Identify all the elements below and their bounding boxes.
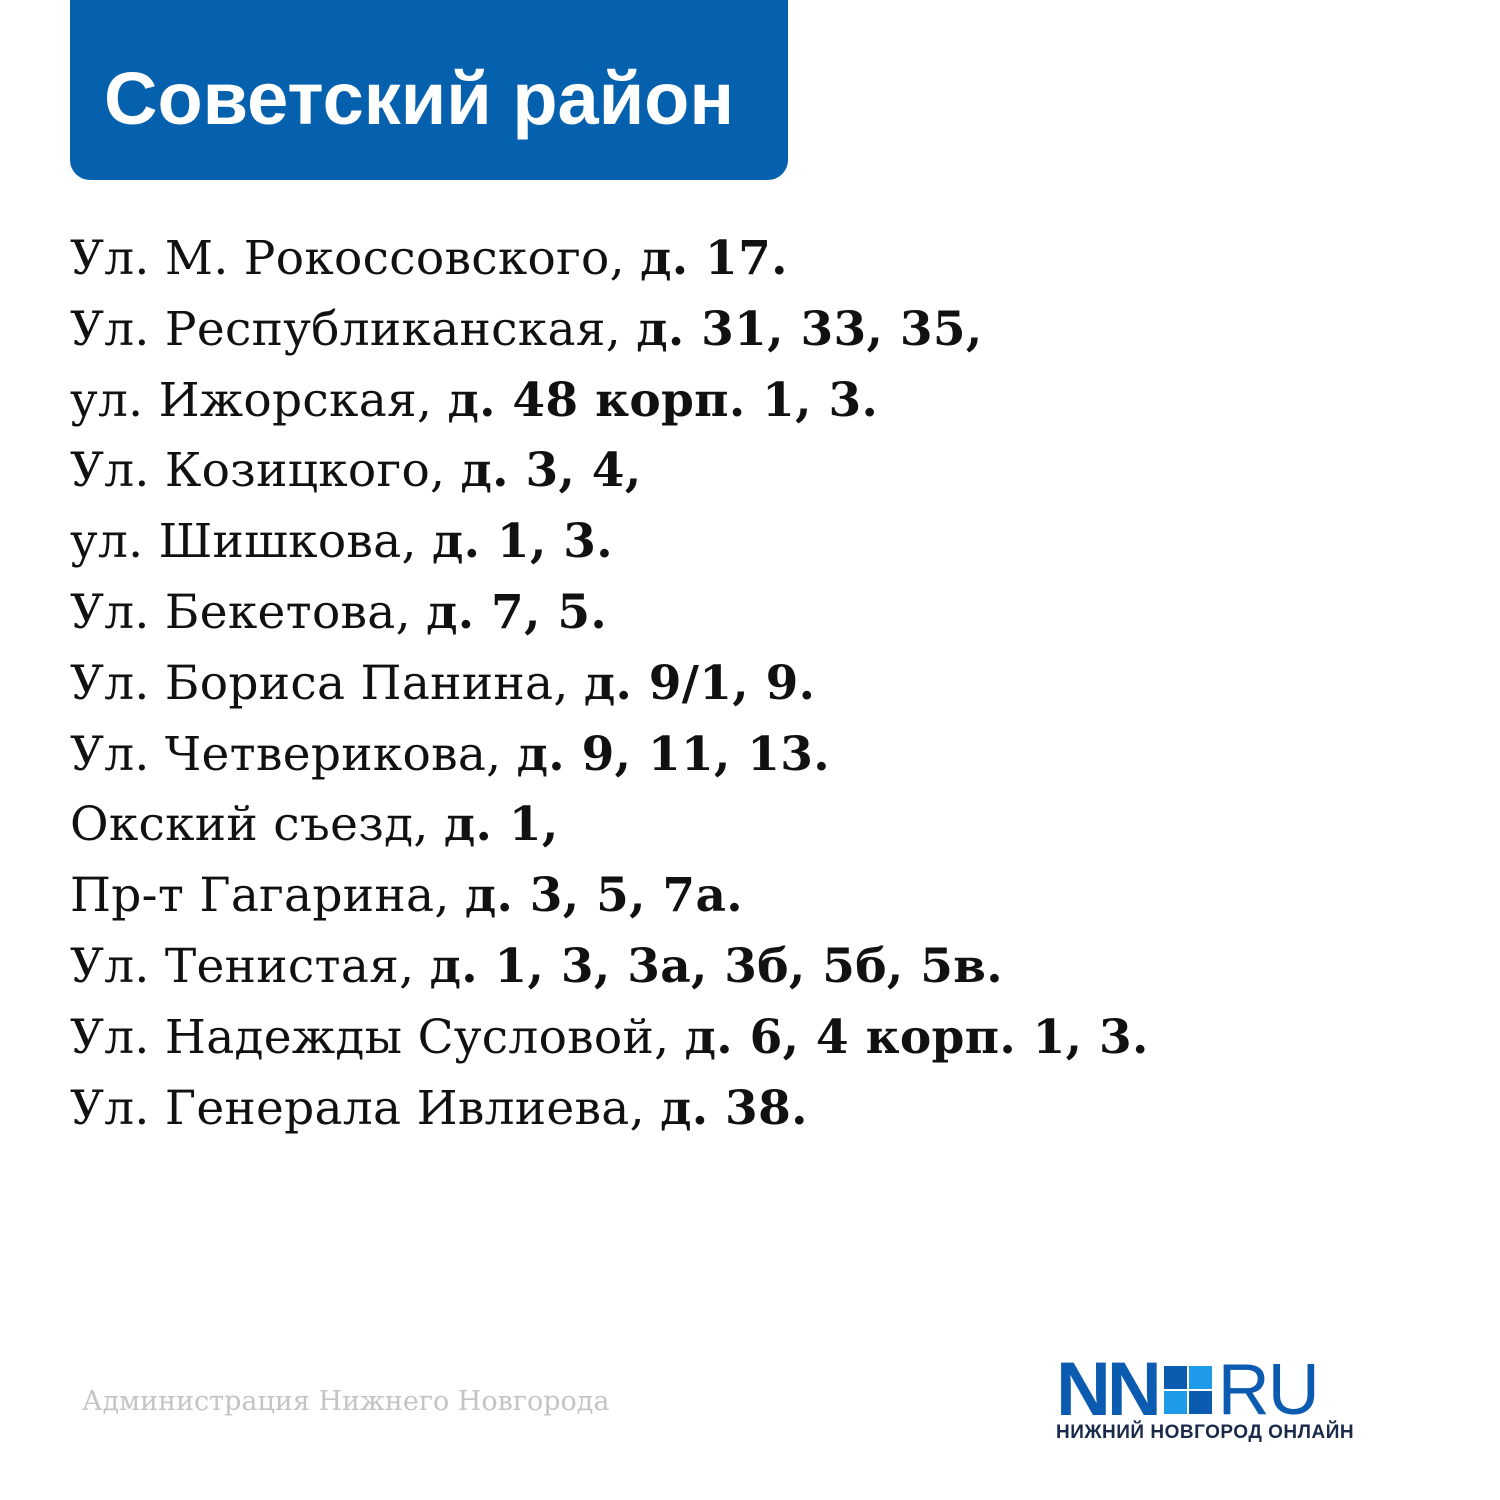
house-numbers: д. 9, 11, 13. — [516, 726, 830, 782]
street-name: ул. Шишкова, — [70, 514, 432, 570]
house-numbers: д. 3, 5, 7а. — [464, 868, 743, 924]
address-item — [70, 578, 1149, 649]
house-numbers: д. 48 корп. 1, 3. — [447, 372, 879, 428]
address-list — [70, 224, 1149, 1144]
house-numbers: д. 1, 3. — [431, 514, 613, 570]
logo-nn-text: NN — [1056, 1347, 1158, 1432]
source-credit: Администрация Нижнего Новгорода — [82, 1386, 610, 1417]
street-name: Пр-т Гагарина, — [70, 868, 465, 924]
street-name: Ул. Бекетова, — [70, 584, 427, 640]
address-item — [70, 1074, 1149, 1145]
address-item — [70, 861, 1149, 932]
street-name: Ул. Четверикова, — [70, 726, 517, 782]
street-name: Ул. Надежды Сусловой, — [70, 1009, 685, 1065]
house-numbers: д. 6, 4 корп. 1, 3. — [684, 1009, 1149, 1065]
logo-ru-text: RU — [1217, 1350, 1318, 1430]
house-numbers: д. 38. — [660, 1080, 808, 1136]
title-banner — [70, 0, 788, 180]
address-item — [70, 295, 1149, 366]
street-name: Ул. М. Рокоссовского, — [70, 231, 641, 286]
house-numbers: д. 31, 33, 35, — [636, 301, 983, 357]
street-name: Окский съезд, — [70, 797, 444, 853]
address-item — [70, 507, 1149, 578]
logo-squares-icon — [1164, 1366, 1212, 1414]
house-numbers: д. 1, — [443, 797, 559, 853]
street-name: Ул. Республиканская, — [70, 301, 637, 357]
page-title: Советский район — [104, 57, 735, 140]
street-name: Ул. Генерала Ивлиева, — [70, 1080, 661, 1136]
address-item — [70, 932, 1149, 1003]
address-item — [70, 224, 1149, 295]
address-item — [70, 649, 1149, 720]
nn-ru-logo — [1056, 1347, 1366, 1446]
address-item — [70, 436, 1149, 507]
address-item — [70, 790, 1149, 861]
street-name: Ул. Бориса Панина, — [70, 655, 584, 711]
logo-wordmark — [1056, 1347, 1318, 1432]
address-item — [70, 366, 1149, 437]
house-numbers: д. 3, 4, — [460, 443, 642, 499]
house-numbers: д. 7, 5. — [426, 584, 608, 640]
address-item — [70, 1003, 1149, 1074]
house-numbers: д. 9/1, 9. — [583, 655, 816, 711]
street-name: Ул. Козицкого, — [70, 443, 461, 499]
street-name: ул. Ижорская, — [70, 372, 448, 428]
house-numbers: д. 1, 3, 3а, 3б, 5б, 5в. — [429, 938, 1003, 994]
house-numbers: д. 17. — [640, 231, 788, 286]
street-name: Ул. Тенистая, — [70, 938, 430, 994]
address-item — [70, 720, 1149, 791]
logo-tagline: НИЖНИЙ НОВГОРОД ОНЛАЙН — [1056, 1422, 1355, 1443]
